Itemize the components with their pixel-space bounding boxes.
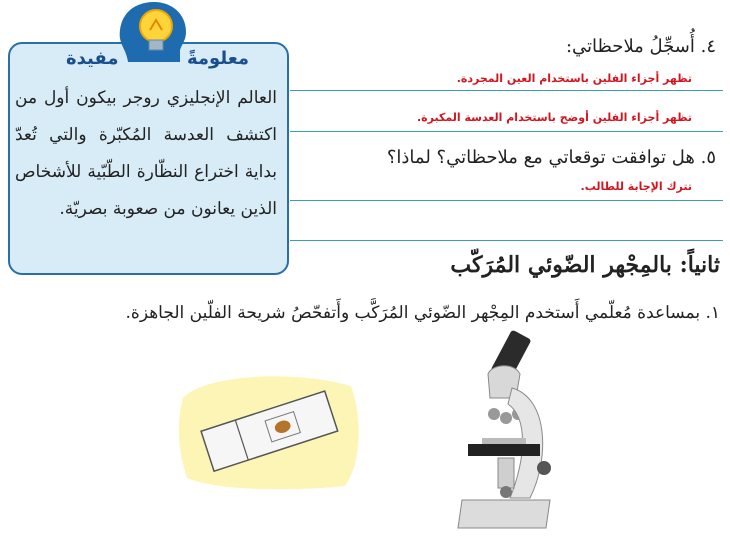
question-5: ٥. هل توافقت توقعاتي مع ملاحظاتي؟ لماذا؟ bbox=[386, 147, 716, 168]
question-4: ٤. أُسجِّلُ ملاحظاتي: bbox=[565, 36, 716, 57]
info-box bbox=[8, 42, 289, 275]
answer-line-3 bbox=[290, 200, 723, 201]
info-title-word2: مفيدة bbox=[66, 48, 119, 69]
info-title-word1: معلومةً bbox=[187, 48, 249, 69]
answer-line-1 bbox=[290, 90, 723, 91]
answer-line-4 bbox=[290, 240, 723, 241]
section-heading: ثانياً: بالمِجْهر الضّوئي المُرَكّب bbox=[450, 252, 720, 278]
question-4-answer-1: تظهر أجزاء الفلين باستخدام العين المجردة. bbox=[456, 72, 692, 85]
answer-line-2 bbox=[290, 131, 723, 132]
question-5-answer: تترك الإجابة للطالب. bbox=[580, 180, 692, 193]
question-4-answer-2: تظهر أجزاء الفلين أوضح باستخدام العدسة المكبرة. bbox=[416, 111, 692, 124]
info-box-text: العالم الإنجليزي روجر بيكون أول من اكتشف العدسة المُكبّرة والتي تُعدّ بداية اختراع النظّارة الطّبّية للأشخاص الذين يعانون من صعوبة بصريّة. bbox=[15, 88, 277, 219]
lightbulb-head-icon bbox=[110, 0, 192, 64]
compound-microscope-illustration bbox=[452, 328, 562, 533]
step-1: ١. بمساعدة مُعلّمي أَستخدم المِجْهر الضّوئي المُرَكَّب وأَتفحّصُ شريحة الفلّين الجاهزة. bbox=[125, 303, 720, 323]
glass-slide-illustration bbox=[175, 368, 365, 493]
